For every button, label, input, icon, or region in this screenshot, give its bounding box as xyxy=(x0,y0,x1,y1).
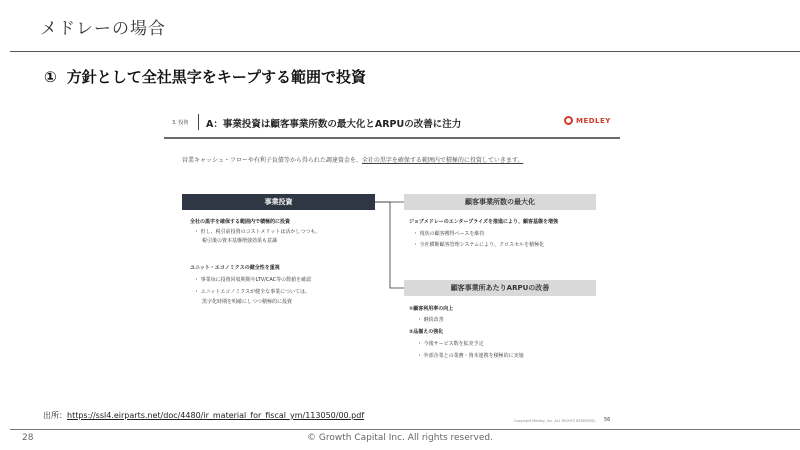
heading-number: ① xyxy=(44,68,57,86)
embedded-page-number: 56 xyxy=(604,417,611,423)
heading-text: 方針として全社黒字をキープする範囲で投資 xyxy=(66,68,366,86)
right-item: ②品揃えの強化 xyxy=(409,329,444,335)
copyright: © Growth Capital Inc. All rights reserved. xyxy=(307,433,493,443)
source-label: 出所： xyxy=(43,411,67,420)
source-citation xyxy=(43,410,364,421)
title-divider xyxy=(10,51,800,52)
left-item: 全社の黒字を確保する範囲内で積極的に投資 xyxy=(190,219,291,225)
left-item: ・ 事業毎に投資回収期間やLTV/CAC等の数値を確認 xyxy=(194,277,312,283)
connector-to-bottom xyxy=(375,202,404,288)
left-item: ・ 但し、税引前投資のコストメリットは活かしつつも、 xyxy=(194,229,321,235)
investment-box: 事業投資 xyxy=(182,194,375,210)
section-heading xyxy=(44,66,366,87)
source-link[interactable]: https://ssl4.eirparts.net/doc/4480/ir_material_for_fiscal_ym/113050/00.pdf xyxy=(67,411,365,420)
right-item: ・ 全社横断顧客管理システムにより、クロスセルを積極化 xyxy=(413,242,545,248)
right-item: ジョブメドレーのエンタープライズを推進により、顧客基盤を増強 xyxy=(409,219,559,225)
medley-logo-text: MEDLEY xyxy=(576,116,611,125)
right-item: ・ 現状の顧客獲得ペースを維持 xyxy=(413,231,485,237)
customer-max-box: 顧客事業所数の最大化 xyxy=(404,194,596,210)
left-item: ユニット・エコノミクスの健全性を重視 xyxy=(190,265,280,271)
right-item: ・ 今後サービス数を拡充予定 xyxy=(417,341,484,347)
footer-divider xyxy=(10,429,800,430)
embedded-slide-image xyxy=(164,105,620,430)
left-item: 税引後の資本基盤増強効果も意識 xyxy=(202,238,278,244)
arpu-box: 顧客事業所あたりARPUの改善 xyxy=(404,280,596,296)
embedded-title: A：事業投資は顧客事業所数の最大化とARPUの改善に注力 xyxy=(206,119,462,130)
right-item: ・ 継続改善 xyxy=(417,317,444,323)
lead-text: 営業キャッシュ・フローや有利子負債等から得られた調達資金を、 xyxy=(182,157,362,164)
right-item: ・ 外部企業との業務・資本連携を積極的に実施 xyxy=(417,353,524,359)
left-item: 黒字化時期を明確にしつつ積極的に投資 xyxy=(202,299,293,305)
lead-underlined-text: 全社の黒字を確保する範囲内で積極的に投資していきます。 xyxy=(361,157,524,164)
embedded-section-label: 3. 投資 xyxy=(172,120,189,126)
slide-title: メドレーの場合 xyxy=(40,19,166,39)
embedded-footer-copyright: Copyright Medley, Inc. ALL RIGHTS RESERVED. xyxy=(514,419,596,423)
left-item: ・ ユニットエコノミクスが健全な事業については、 xyxy=(194,289,311,295)
page-number: 28 xyxy=(22,433,34,443)
right-item: ①顧客利用率の向上 xyxy=(409,306,454,312)
